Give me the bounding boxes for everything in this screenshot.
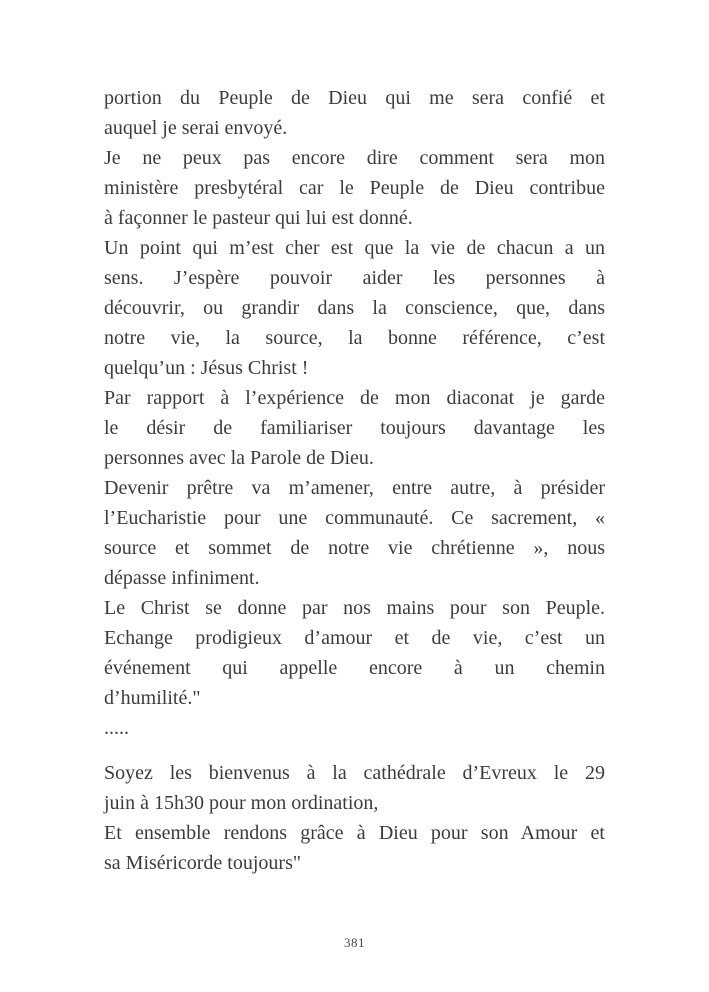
text-line: Le Christ se donne par nos mains pour son Peuple.	[104, 597, 605, 619]
text-line: à façonner le pasteur qui lui est donné.	[104, 207, 413, 229]
paragraph	[104, 473, 605, 593]
text-line: source et sommet de notre vie chrétienne », nous	[104, 537, 605, 559]
text-line: auquel je serai envoyé.	[104, 117, 288, 139]
paragraph	[104, 83, 605, 143]
text-line: le désir de familiariser toujours davantage les	[104, 417, 605, 439]
text-line: Echange prodigieux d’amour et de vie, c’est un	[104, 627, 605, 649]
text-line: ministère presbytéral car le Peuple de Dieu contribue	[104, 177, 605, 199]
text-line: événement qui appelle encore à un chemin	[104, 657, 605, 679]
text-line: juin à 15h30 pour mon ordination,	[104, 792, 379, 814]
text-line: personnes avec la Parole de Dieu.	[104, 447, 374, 469]
page-number: 381	[344, 935, 365, 950]
text-line: Soyez les bienvenus à la cathédrale d’Evreux le 29	[104, 762, 605, 784]
paragraph	[104, 593, 605, 713]
text-line: .....	[104, 717, 129, 739]
text-line: Par rapport à l’expérience de mon diaconat je garde	[104, 387, 605, 409]
text-line: dépasse infiniment.	[104, 567, 260, 589]
text-line: découvrir, ou grandir dans la conscience, que, dans	[104, 297, 605, 319]
paragraph	[104, 713, 605, 743]
paragraph	[104, 758, 605, 818]
text-line: portion du Peuple de Dieu qui me sera confié et	[104, 87, 605, 109]
text-line: Et ensemble rendons grâce à Dieu pour son Amour et	[104, 822, 605, 844]
text-line: Devenir prêtre va m’amener, entre autre, à présider	[104, 477, 605, 499]
text-line: l’Eucharistie pour une communauté. Ce sacrement, «	[104, 507, 605, 529]
paragraph	[104, 818, 605, 878]
text-line: d’humilité."	[104, 687, 201, 709]
paragraph	[104, 143, 605, 233]
paragraph	[104, 233, 605, 383]
paragraph	[104, 383, 605, 473]
text-line: sa Miséricorde toujours"	[104, 852, 302, 874]
text-line: quelqu’un : Jésus Christ !	[104, 357, 309, 379]
text-line: sens. J’espère pouvoir aider les personnes à	[104, 267, 605, 289]
text-block	[104, 83, 605, 878]
text-line: Je ne peux pas encore dire comment sera mon	[104, 147, 605, 169]
text-line: Un point qui m’est cher est que la vie de chacun a un	[104, 237, 605, 259]
text-line: notre vie, la source, la bonne référence, c’est	[104, 327, 605, 349]
